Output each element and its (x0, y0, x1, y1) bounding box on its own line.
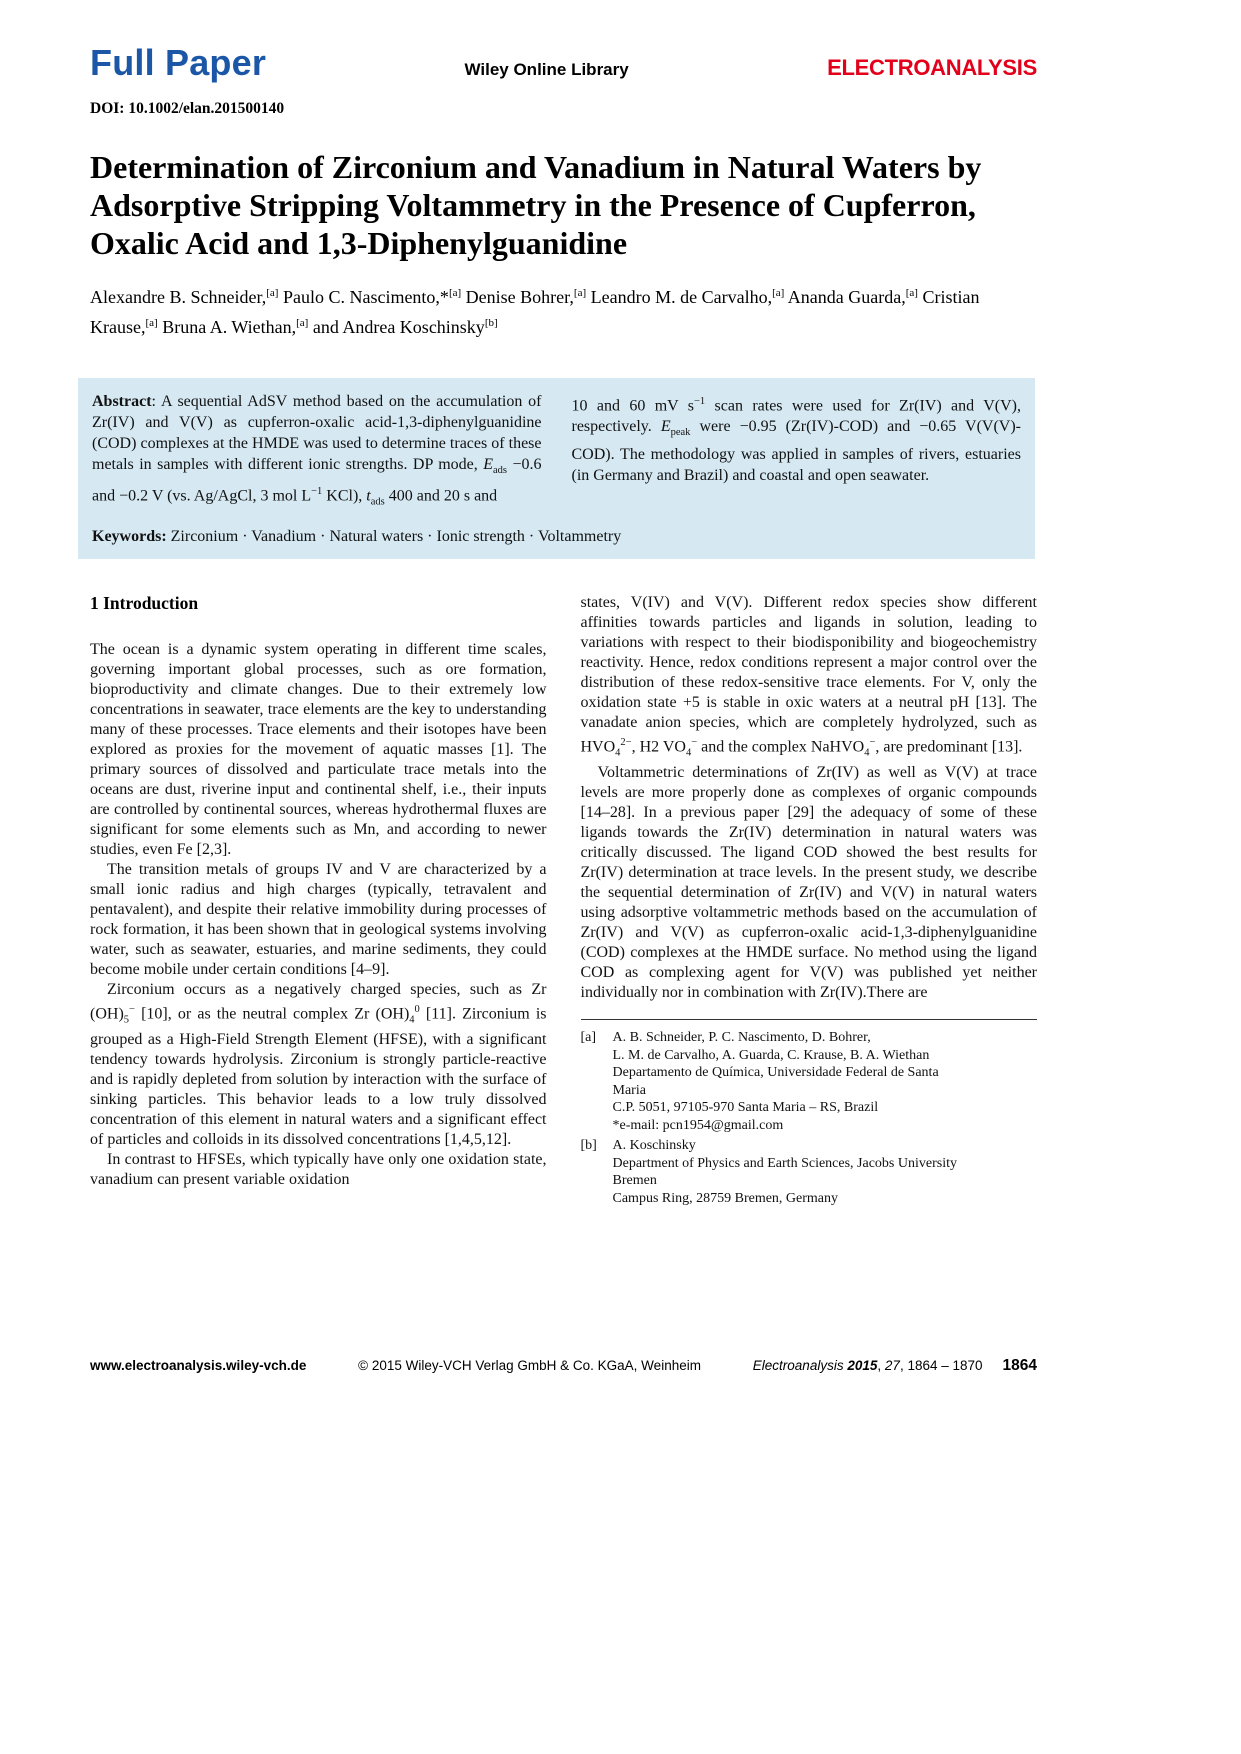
paragraph: The transition metals of groups IV and V are characterized by a small ionic radius and high charges (typically, tetravalent and pentavalent), and despite their relative immobility during processes of rock formation, it has been shown that in geological systems involving water, such as seawater, estuaries, and marine sediments, they could become mobile under certain conditions [4–9]. (90, 860, 547, 978)
affiliation-footnotes (581, 1019, 1038, 1207)
section-heading-introduction: 1 Introduction (90, 592, 199, 613)
paragraph: states, V(IV) and V(V). Different redox species show different affinities towards particles and ligands in solution, leading to variations with respect to their biodisponibility and biogeochemistry reactivity. Hence, redox conditions represent a major control over the distribution of these redox-sensitive trace elements. For V, only the oxidation state +5 is stable in oxic waters at a neutral pH [13]. The vanadate anion species, which are completely hydrolyzed, such as $HVO_4^{2-}$, H2 $VO_4^-$ and the complex NaHVO$_4$−, are predominant [13]. (580, 593, 1037, 759)
footnote-a (581, 1029, 1038, 1134)
paragraph: Voltammetric determinations of Zr(IV) as well as V(V) at trace levels are more properly done as complexes of organic compounds [14–28]. In a previous paper [29] the adequacy of some of these ligands towards the Zr(IV) determination in natural waters was critically discussed. The ligand COD showed the best results for Zr(IV) determination at trace levels. In the present study, we describe the sequential determination of Zr(IV) and V(V) in natural waters using adsorptive voltammetric methods based on the accumulation of Zr(IV) and V(V) as cupferron-oxalic acid-1,3-diphenylguanidine (COD) complexes at the HMDE surface. No method using the ligand COD as complexing agent for V(V) was published yet neither individually nor in combination with Zr(IV).There are (580, 764, 1037, 1002)
footnote-text: A. B. Schneider, P. C. Nascimento, D. Bohrer, L. M. de Carvalho, A. Guarda, C. Krause, B. A. Wiethan Departamento de Química, Universidade Federal de Santa Maria C.P. 5051, 97105-970 Santa Maria – RS, Brazil (612, 1030, 939, 1116)
article-title: Determination of Zirconium and Vanadium in Natural Waters by Adsorptive Stripping Voltammetry in the Presence of Cupferron, Oxalic Acid and 1,3-Diphenylguanidine (90, 149, 982, 261)
footnote-b (581, 1137, 1038, 1207)
abstract-left-column: Abstract: A sequential AdSV method based on the accumulation of Zr(IV) and V(V) as cupferron-oxalic acid-1,3-diphenylguanidine (COD) complexes at the HMDE was used to determine traces of these metals in samples with different ionic strengths. DP mode, $E_{ads} -0.6$ and −0.2 V (vs. Ag/AgCl, 3 mol $L^{-1}$ KCl), $t_{ads}$ 400 and 20 s and (92, 393, 542, 508)
page-header (90, 42, 1037, 118)
body-left-column (90, 593, 547, 1191)
abstract-right-column: 10 and 60 mV $s^{-1}$ scan rates were used for Zr(IV) and V(V), respectively. $E_{peak}$ were −0.95 (Zr(IV)-COD) and −0.65 V(V(V)-COD). The methodology was applied in samples of rivers, estuaries (in Germany and Brazil) and coastal and open seawater. (571, 396, 1022, 484)
main-body (90, 593, 1037, 1345)
doi-text: DOI: 10.1002/elan.201500140 (90, 100, 285, 117)
keywords-line: Keywords: Zirconium · Vanadium · Natural waters · Ionic strength · Voltammetry (92, 527, 622, 545)
journal-name-logo: ELECTROANALYSIS (827, 55, 1037, 80)
page-footer (90, 1357, 1037, 1375)
footnote-email-line (613, 1117, 1038, 1135)
copyright-text: © 2015 Wiley-VCH Verlag GmbH & Co. KGaA, Weinheim (358, 1357, 701, 1373)
footnote-text: A. Koschinsky Department of Physics and Earth Sciences, Jacobs University Bremen Campus Ring, 28759 Bremen, Germany (612, 1138, 957, 1206)
authors-line: Alexandre B. Schneider,[a] Paulo C. Nascimento,*[a] Denise Bohrer,[a] Leandro M. de Carvalho,[a] Ananda Guarda,[a] Cristian Krause,[a] Bruna A. Wiethan,[a] and Andrea Koschinsky[b] (90, 287, 980, 337)
abstract-box (78, 378, 1035, 559)
footnote-body (613, 1029, 1038, 1134)
paragraph: Zirconium occurs as a negatively charged species, such as Zr $(OH)_5^-$ [10], or as the neutral complex Zr $(OH)_4^0$ [11]. Zirconium is grouped as a High-Field Strength Element (HFSE), with a significant tendency towards hydrolysis. Zirconium is strongly particle-reactive and is rapidly depleted from solution by interaction with the surface of sinking particles. This behavior leads to a low truly dissolved concentration of this element in natural waters and a significant effect of particles and colloids in its dissolved concentrations [1,4,5,12]. (90, 980, 547, 1149)
journal-website-link[interactable]: www.electroanalysis.wiley-vch.de (90, 1357, 307, 1373)
footnote-marker: [b] (580, 1138, 597, 1154)
footnote-marker: [a] (580, 1030, 597, 1046)
paragraph: The ocean is a dynamic system operating in different time scales, governing important global processes, such as ore formation, bioproductivity and climate changes. Due to their extremely low concentrations in seawater, trace elements are the key to understanding many of these processes. Trace elements and their isotopes have been explored as proxies for the movement of aquatic masses [1]. The primary sources of dissolved and particulate trace metals into the oceans are dust, riverine input and continental shelf, i.e., their inputs are controlled by continental sources, whereas hydrothermal fluxes are significant for some elements such as Mn, and according to newer studies, even Fe [2,3]. (90, 640, 547, 858)
email-label: *e-mail: (612, 1117, 663, 1133)
body-right-column (581, 593, 1038, 1211)
abstract-columns (92, 391, 1021, 513)
paragraph: In contrast to HFSEs, which typically have only one oxidation state, vanadium can present variable oxidation (90, 1151, 547, 1189)
article-type-label: Full Paper (90, 42, 267, 83)
wiley-online-library-label: Wiley Online Library (464, 60, 629, 79)
email-link[interactable]: pcn1954@gmail.com (662, 1117, 784, 1133)
citation-text: Electroanalysis 2015, 27, 1864 – 1870 (752, 1357, 983, 1373)
header-row (90, 42, 1037, 84)
page-number: 1864 (1002, 1356, 1037, 1374)
